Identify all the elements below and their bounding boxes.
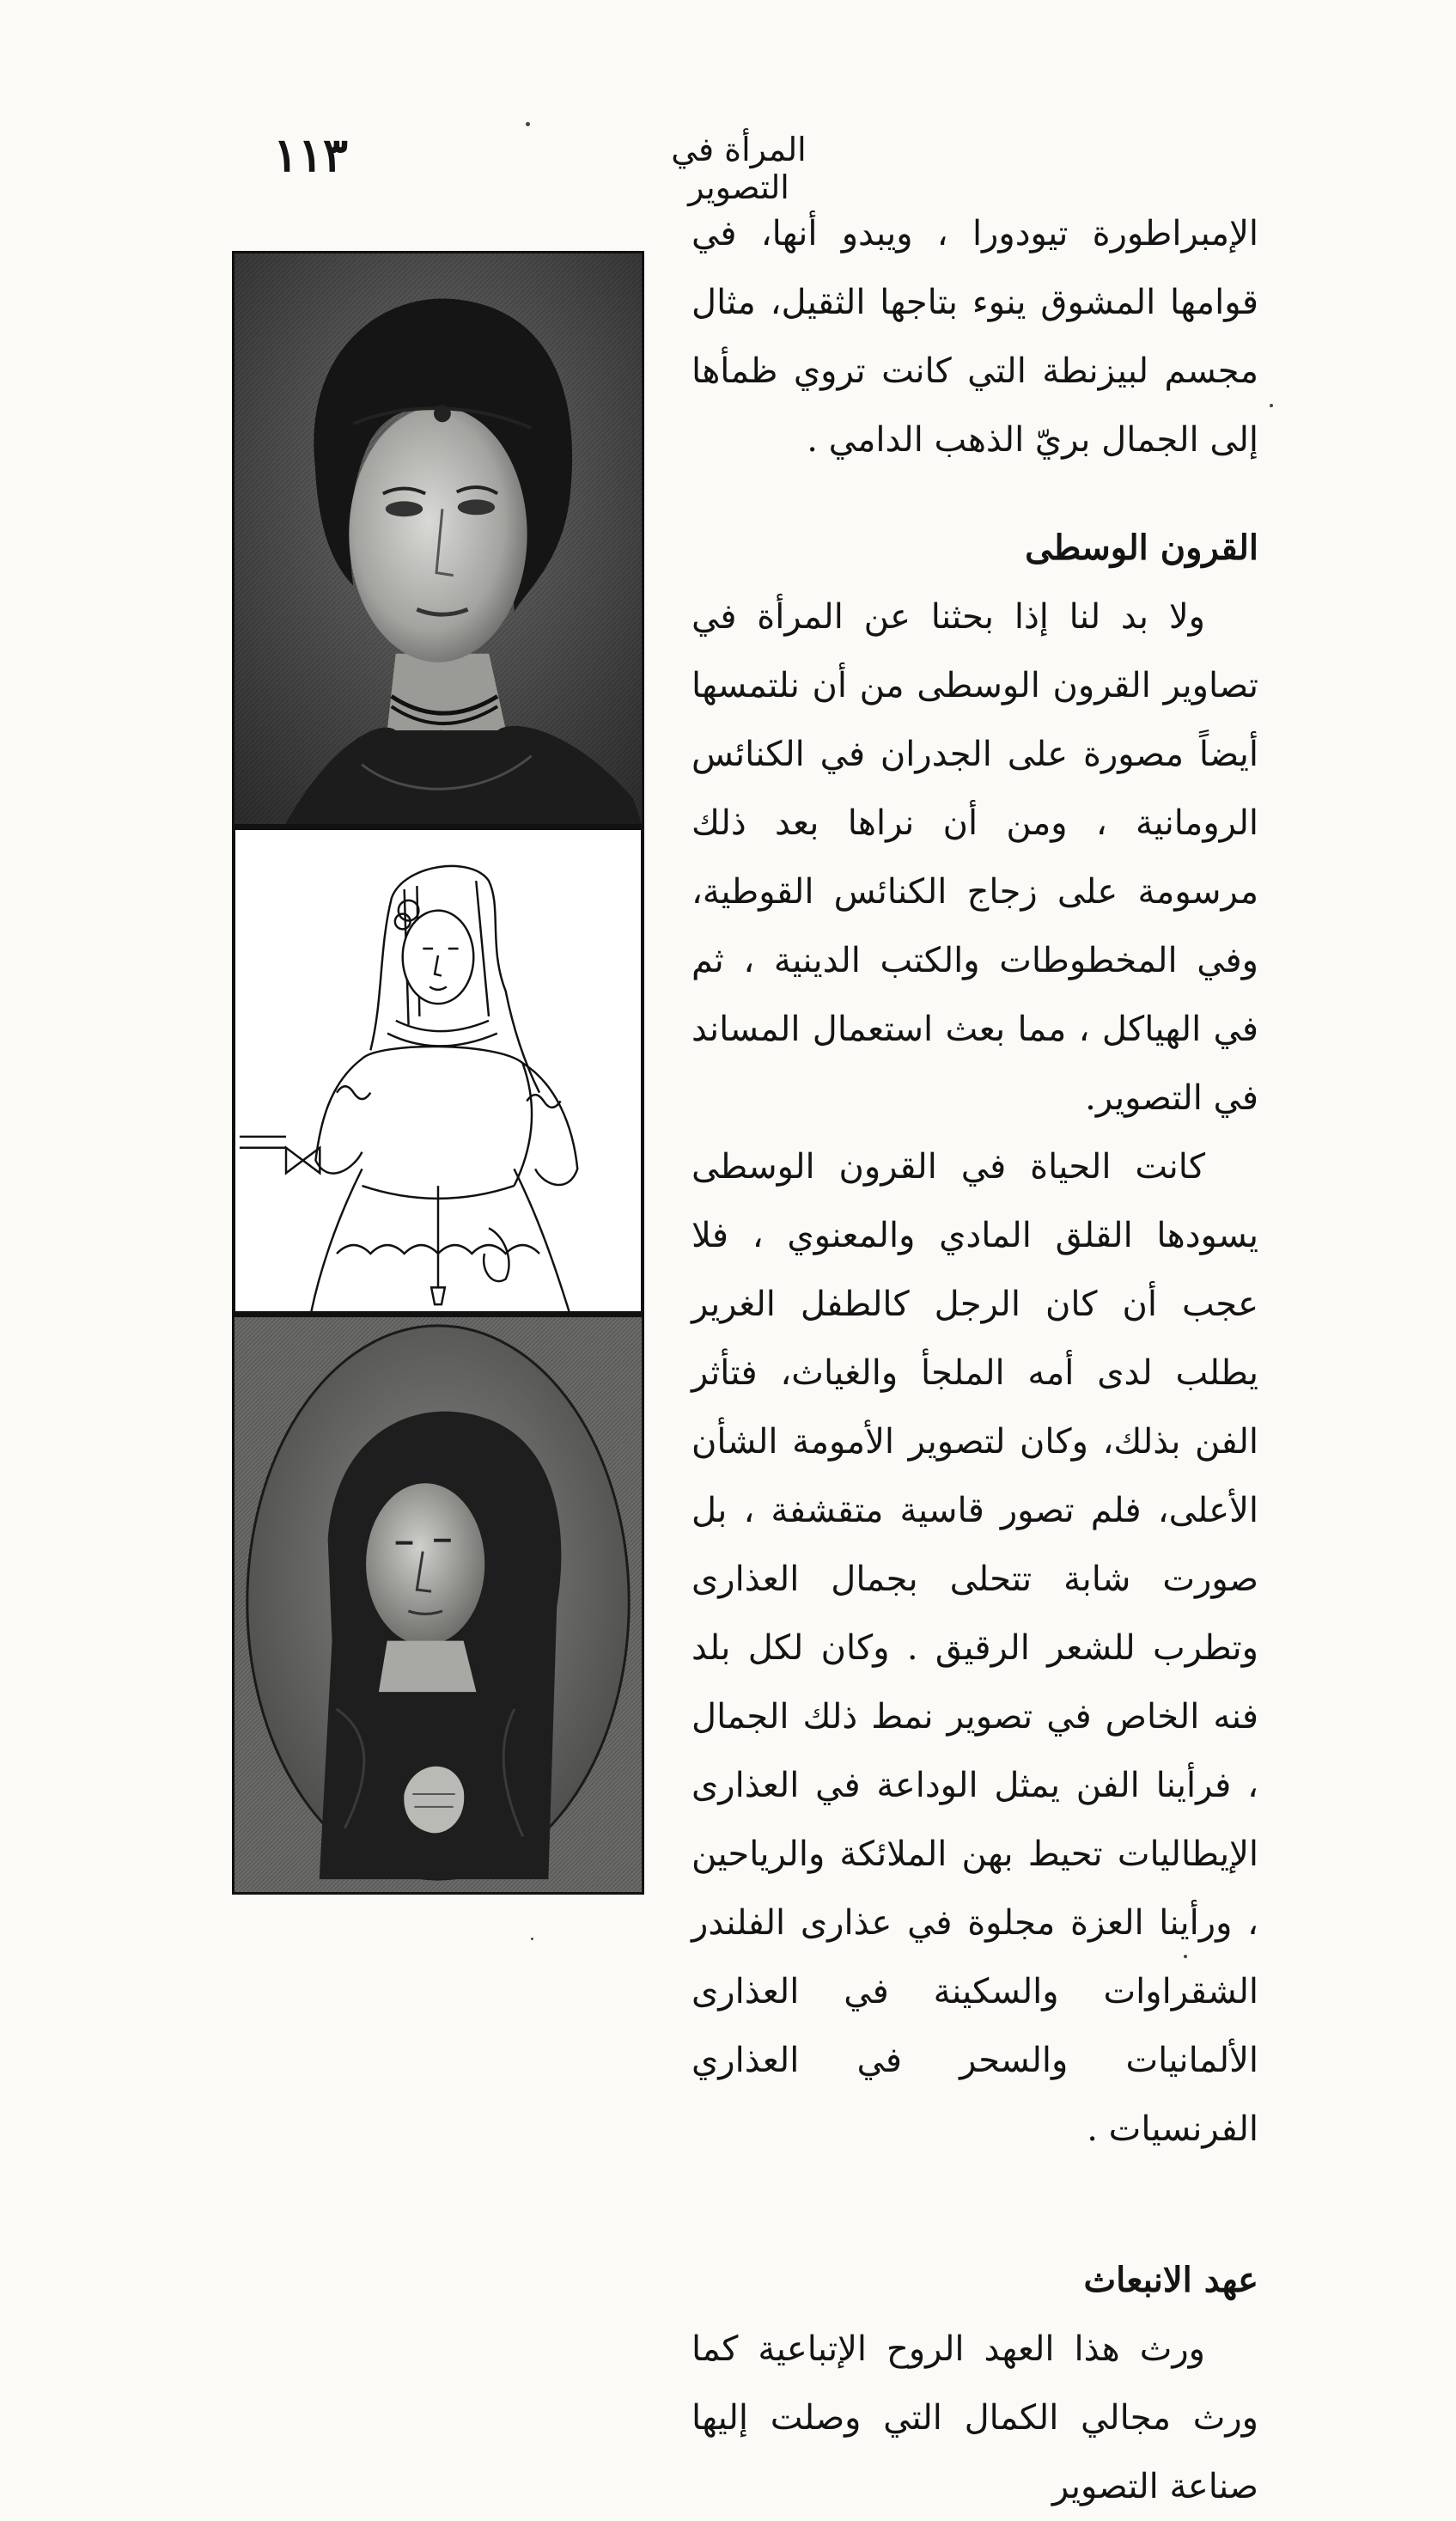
heading-middle-ages: القرون الوسطى [1025, 528, 1258, 568]
scan-speck [1184, 1955, 1187, 1958]
scan-speck [526, 122, 530, 126]
scan-speck [531, 1938, 533, 1940]
heading-renaissance: عهد الانبعاث [1083, 2260, 1258, 2300]
portrait-young-woman-image [235, 253, 642, 824]
scan-speck [1270, 404, 1273, 407]
girl-line-drawing-image [235, 830, 641, 1311]
page-number: ١١٣ [273, 127, 349, 182]
plate-portrait-young-woman [232, 251, 644, 827]
text-column [691, 199, 1258, 2521]
paragraph-intro: الإمبراطورة تيودورا ، ويبدو أنها، في قوامها المشوق ينوء بتاجها الثقيل، مثال مجسم لبيزنطة التي كانت تروي ظمأها إلى الجمال بريّ الذهب الدامي . [691, 214, 1258, 460]
plate-elderly-woman-oval [232, 1315, 644, 1895]
paragraph-renaissance: ورث هذا العهد الروح الإتباعية كما ورث مجالي الكمال التي وصلت إليها صناعة التصوير [691, 2329, 1258, 2506]
running-title: المرأة في التصوير [671, 131, 807, 206]
paragraph-middle-ages-1: ولا بد لنا إذا بحثنا عن المرأة في تصاوير القرون الوسطى من أن نلتمسها أيضاً مصورة على الجدران في الكنائس الرومانية ، ومن أن نراها بعد ذلك مرسومة على زجاج الكنائس القوطية، وفي المخطوطات والكتب الدينية ، ثم في الهياكل ، مما بعث استعمال المساند في التصوير. [691, 597, 1258, 1118]
elderly-woman-oval-image [235, 1317, 642, 1892]
plate-girl-line-drawing [232, 827, 644, 1315]
paragraph-middle-ages-2: كانت الحياة في القرون الوسطى يسودها القلق المادي والمعنوي ، فلا عجب أن كان الرجل كالطفل الغرير يطلب لدى أمه الملجأ والغياث، فتأثر الفن بذلك، وكان لتصوير الأمومة الشأن الأعلى، فلم تصور قاسية متقشفة ، بل صورت شابة تتحلى بجمال العذارى وتطرب للشعر الرقيق . وكان لكل بلد فنه الخاص في تصوير نمط ذلك الجمال ، فرأينا الفن يمثل الوداعة في العذارى الإيطاليات تحيط بهن الملائكة والرياحين ، ورأينا العزة مجلوة في عذارى الفلندر الشقراوات والسكينة في العذارى الألمانيات والسحر في العذاري الفرنسيات . [691, 1147, 1258, 2149]
